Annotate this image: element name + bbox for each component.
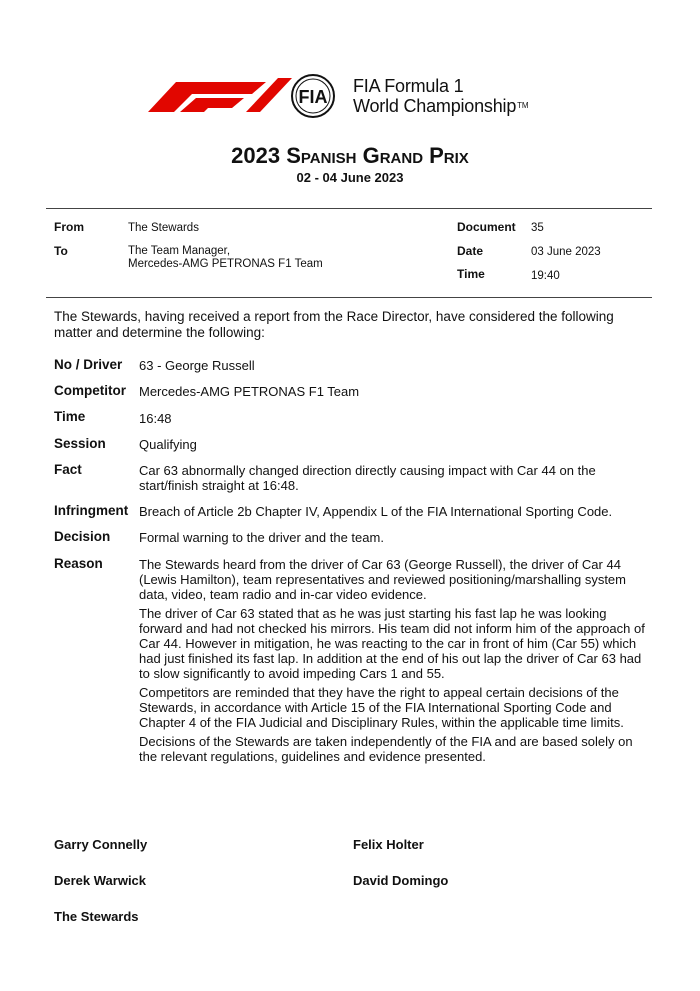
decision-label: Decision bbox=[54, 529, 111, 544]
incident-time-label: Time bbox=[54, 409, 86, 424]
document-value: 35 bbox=[531, 222, 544, 234]
steward-signature-3: Derek Warwick bbox=[54, 873, 147, 888]
logo-line-1: FIA Formula 1 bbox=[353, 76, 464, 96]
to-value bbox=[128, 245, 323, 271]
infringement-label: Infringment bbox=[54, 503, 129, 518]
to-line-1: The Team Manager, bbox=[128, 245, 231, 257]
incident-time-value: 16:48 bbox=[139, 411, 172, 426]
reason-value bbox=[139, 557, 649, 768]
reason-paragraph-1: The Stewards heard from the driver of Car 63 (George Russell), the driver of Car 44 (Lewis Hamilton), team representatives and reviewed positioning/marshalling system data, video, team radio and in-car video evidence. bbox=[139, 557, 626, 602]
logo-wordmark bbox=[353, 76, 528, 116]
event-dates: 02 - 04 June 2023 bbox=[296, 170, 404, 185]
trademark: TM bbox=[517, 101, 529, 110]
from-value: The Stewards bbox=[128, 222, 199, 234]
steward-signature-4: David Domingo bbox=[353, 873, 449, 888]
competitor-label: Competitor bbox=[54, 383, 126, 398]
competitor-value: Mercedes-AMG PETRONAS F1 Team bbox=[139, 384, 360, 399]
steward-signature-1: Garry Connelly bbox=[54, 837, 148, 852]
title-year: 2023 bbox=[231, 143, 281, 168]
time-value: 19:40 bbox=[531, 270, 560, 282]
fact-value: Car 63 abnormally changed direction directly causing impact with Car 44 on the start/finish straight at 16:48. bbox=[139, 463, 596, 493]
driver-label: No / Driver bbox=[54, 357, 123, 372]
steward-signature-2: Felix Holter bbox=[353, 837, 424, 852]
signature-footer: The Stewards bbox=[54, 909, 139, 924]
divider-bottom bbox=[46, 297, 652, 298]
fia-badge-text: FIA bbox=[298, 87, 328, 107]
to-label: To bbox=[54, 244, 68, 258]
divider-top bbox=[46, 208, 652, 209]
date-value: 03 June 2023 bbox=[531, 246, 601, 258]
reason-paragraph-2: The driver of Car 63 stated that as he was just starting his fast lap he was looking forward and had not checked his mirrors. His team did not inform him of the approach of Car 44. However in mitigation, he was reacting to the car in front of him (Car 55) which had just finished its fast lap. In addition at the end of his out lap the driver of Car 63 had to slow significantly to avoid impeding Cars 1 and 55. bbox=[139, 606, 645, 681]
logo-line-2: World Championship bbox=[353, 96, 517, 116]
from-label: From bbox=[54, 220, 84, 234]
fact-label: Fact bbox=[54, 462, 82, 477]
decision-value: Formal warning to the driver and the team. bbox=[139, 530, 384, 545]
session-label: Session bbox=[54, 436, 106, 451]
date-label: Date bbox=[457, 244, 484, 258]
infringement-value: Breach of Article 2b Chapter IV, Appendix L of the FIA International Sporting Code. bbox=[139, 504, 613, 519]
reason-paragraph-3: Competitors are reminded that they have the right to appeal certain decisions of the Stewards, in accordance with Article 15 of the FIA International Sporting Code and Chapter 4 of the FIA Judicial and Disciplinary Rules, within the applicable time limits. bbox=[139, 685, 624, 730]
document-label: Document bbox=[457, 220, 516, 234]
fia-badge-icon bbox=[292, 75, 334, 117]
time-label: Time bbox=[457, 267, 485, 281]
driver-value: 63 - George Russell bbox=[139, 358, 255, 373]
session-value: Qualifying bbox=[139, 437, 197, 452]
reason-label: Reason bbox=[54, 556, 103, 571]
reason-paragraph-4: Decisions of the Stewards are taken independently of the FIA and are based solely on the relevant regulations, guidelines and evidence presented. bbox=[139, 734, 633, 764]
page-title bbox=[0, 143, 700, 169]
to-line-2: Mercedes-AMG PETRONAS F1 Team bbox=[128, 258, 323, 270]
f1-mark-icon bbox=[148, 78, 292, 112]
intro-text: The Stewards, having received a report from the Race Director, have considered the following matter and determine the following: bbox=[54, 309, 614, 340]
title-event: Spanish Grand Prix bbox=[286, 143, 469, 168]
